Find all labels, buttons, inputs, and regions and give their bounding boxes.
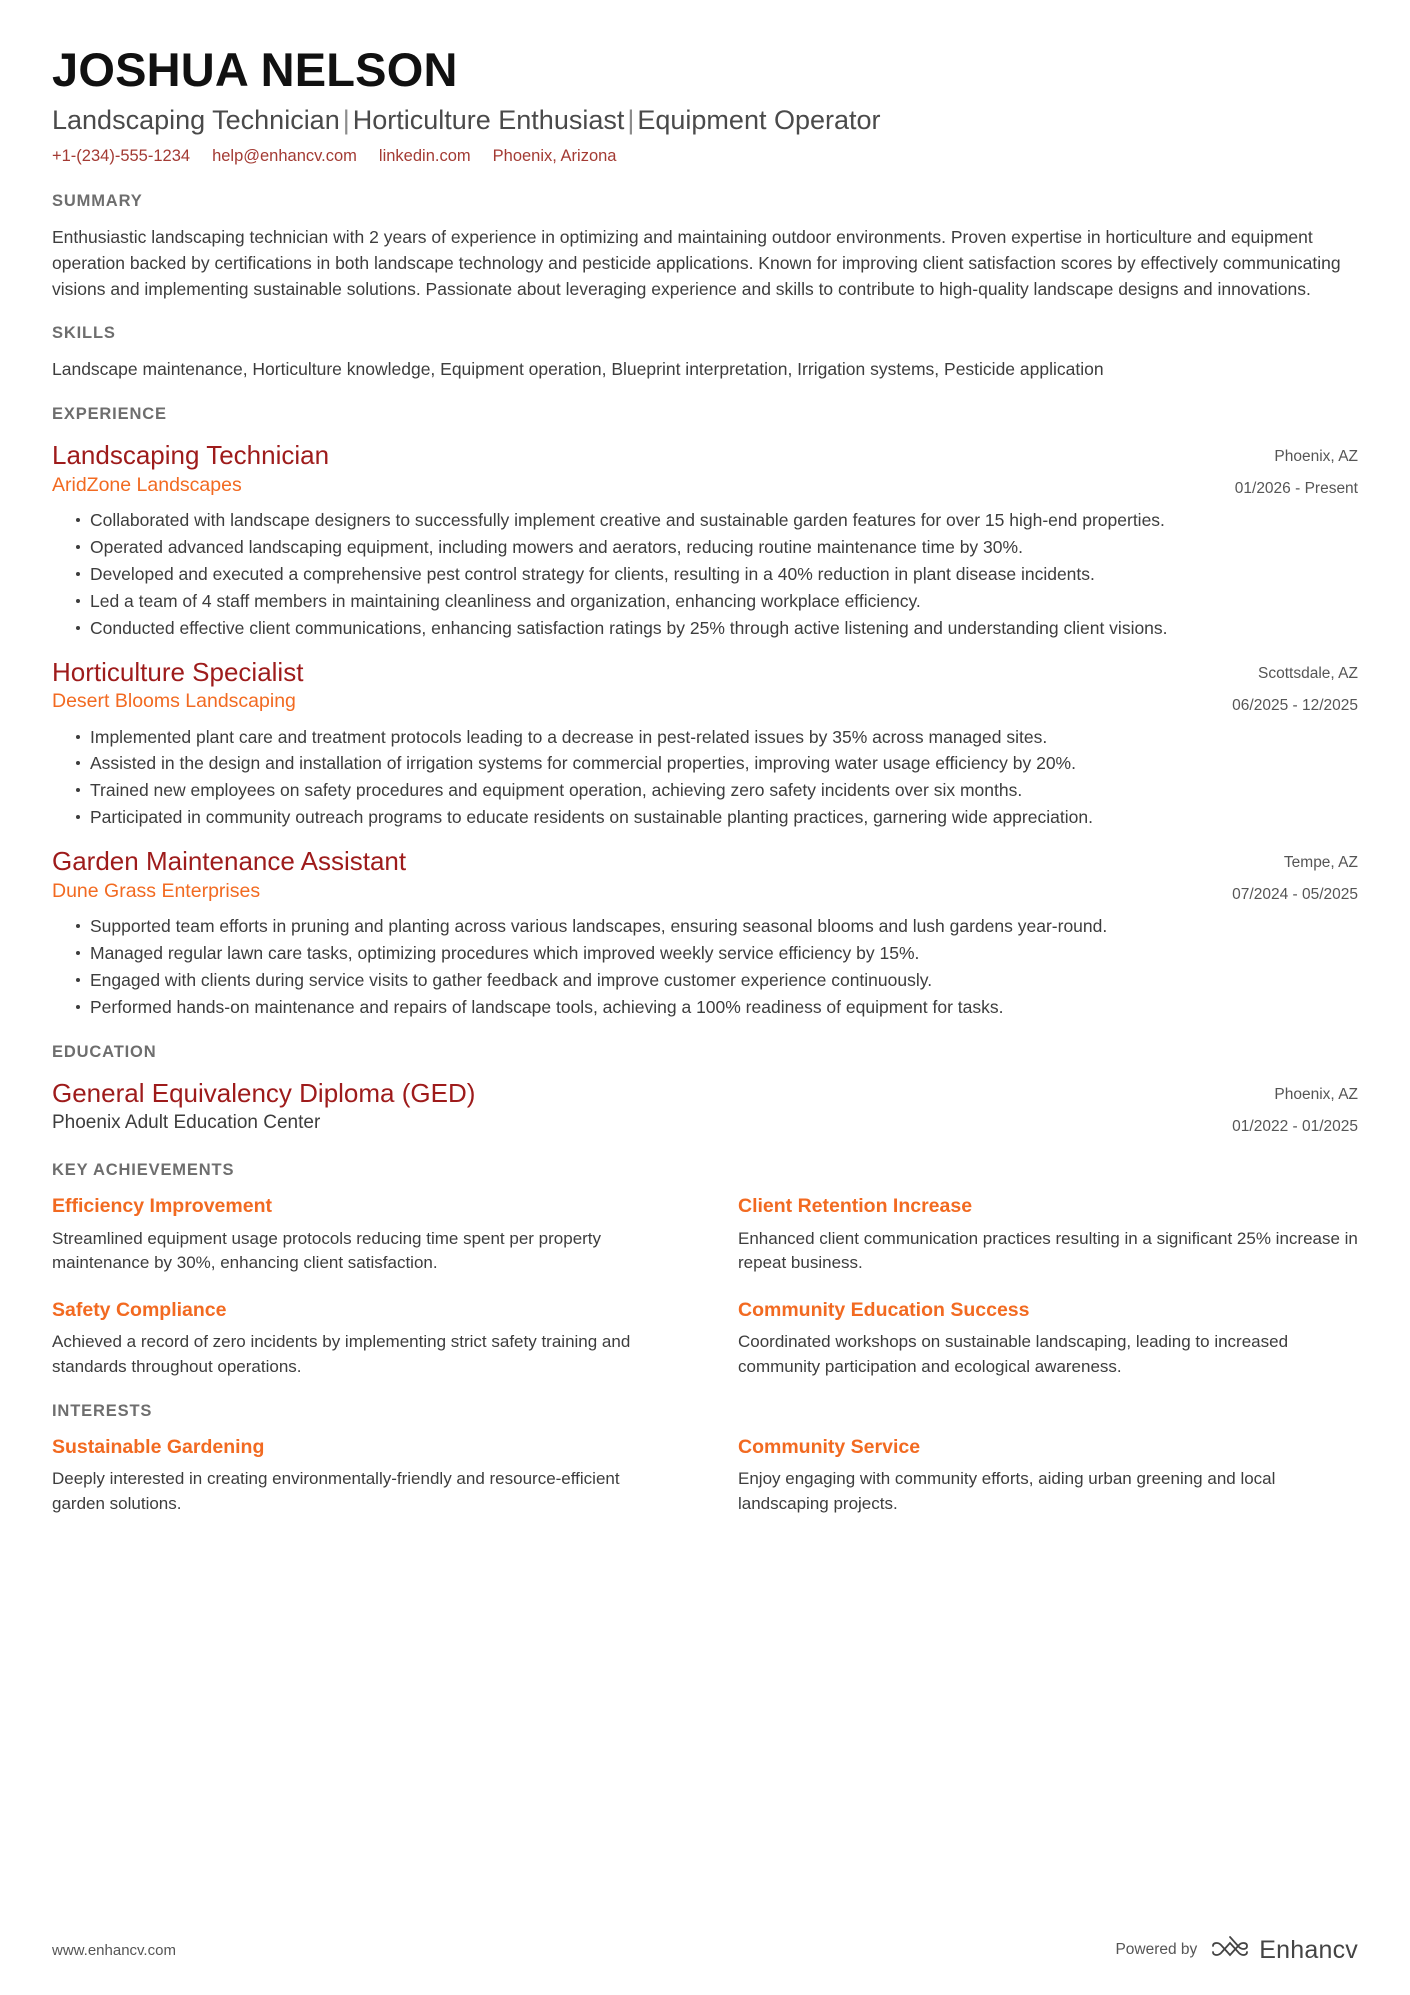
achievement-title: Efficiency Improvement [52, 1195, 272, 1218]
experience-entry-header [52, 846, 1358, 907]
summary-text: Enthusiastic landscaping technician with 2 years of experience in optimizing and maintaining outdoor environments. Proven expertise in horticulture and equipment operation backed by certifications in both landscape technology and pesticide applications. Known for improving client satisfaction scores by effectively communicating visions and implementing sustainable solutions. Passionate about leveraging experience and skills to contribute to high-quality landscape designs and innovations. [52, 226, 1341, 299]
job-bullet: Assisted in the design and installation of irrigation systems for commercial properties, improving water usage efficiency by 20%. [76, 751, 1358, 776]
experience-entry-main [52, 440, 1211, 498]
education-entry-main [52, 1078, 1208, 1135]
interest-card [738, 1435, 1358, 1517]
section-summary [52, 192, 1358, 303]
job-bullet: Managed regular lawn care tasks, optimizing procedures which improved weekly service efficiency by 15%. [76, 941, 1358, 966]
contact-row [52, 147, 1358, 166]
section-title-education: EDUCATION [52, 1043, 157, 1062]
achievement-text: Achieved a record of zero incidents by implementing strict safety training and standards throughout operations. [52, 1332, 631, 1376]
school-dates: 01/2022 - 01/2025 [1232, 1118, 1358, 1136]
achievement-card [52, 1298, 672, 1380]
enhancv-wordmark: Enhancv [1259, 1935, 1358, 1964]
education-entry-header [52, 1078, 1358, 1139]
interest-card [52, 1435, 672, 1517]
achievement-text: Coordinated workshops on sustainable landscaping, leading to increased community participation and ecological awareness. [738, 1332, 1289, 1376]
candidate-name: JOSHUA NELSON [52, 43, 458, 96]
headline-part-2: Horticulture Enthusiast [352, 104, 625, 135]
headline-separator: | [627, 104, 635, 135]
job-bullet: Developed and executed a comprehensive pest control strategy for clients, resulting in a 40% reduction in plant disease incidents. [76, 562, 1358, 587]
job-dates: 01/2026 - Present [1234, 480, 1358, 498]
experience-entry [52, 440, 1358, 640]
job-bullet: Implemented plant care and treatment protocols leading to a decrease in pest-related issues by 35% across managed sites. [76, 725, 1358, 750]
experience-entry-main [52, 846, 1208, 904]
powered-by-label: Powered by [1115, 1941, 1198, 1958]
headline-part-3: Equipment Operator [637, 104, 881, 135]
job-bullet: Collaborated with landscape designers to successfully implement creative and sustainable garden features for over 15 high-end properties. [76, 508, 1358, 533]
school-name: Phoenix Adult Education Center [52, 1112, 321, 1134]
job-bullets [52, 914, 1358, 1019]
job-bullet: Operated advanced landscaping equipment, including mowers and aerators, reducing routine maintenance time by 30%. [76, 535, 1358, 560]
job-title: Horticulture Specialist [52, 656, 304, 687]
job-bullets [52, 725, 1358, 830]
experience-entry-header [52, 657, 1358, 718]
experience-entry-main [52, 657, 1208, 715]
school-location: Phoenix, AZ [1274, 1086, 1358, 1104]
job-dates: 06/2025 - 12/2025 [1232, 696, 1358, 714]
experience-entry-meta [1235, 440, 1358, 501]
job-bullet: Led a team of 4 staff members in maintaining cleanliness and organization, enhancing workplace efficiency. [76, 589, 1358, 614]
company-name: Dune Grass Enterprises [52, 879, 261, 902]
achievement-card [52, 1194, 672, 1276]
job-dates: 07/2024 - 05/2025 [1232, 885, 1358, 903]
resume-footer [52, 1901, 1358, 1995]
job-title: Landscaping Technician [52, 440, 330, 471]
job-location: Tempe, AZ [1283, 853, 1358, 871]
enhancv-logo [1210, 1935, 1358, 1965]
job-bullet: Engaged with clients during service visits to gather feedback and improve customer experience continuously. [76, 968, 1358, 993]
job-bullet: Trained new employees on safety procedures and equipment operation, achieving zero safety incidents over six months. [76, 778, 1358, 803]
section-title-experience: EXPERIENCE [52, 405, 167, 424]
footer-branding [1115, 1935, 1358, 1965]
achievement-title: Safety Compliance [52, 1299, 227, 1321]
headline-separator: | [342, 104, 350, 135]
job-location: Phoenix, AZ [1274, 448, 1358, 466]
job-bullet: Supported team efforts in pruning and planting across various landscapes, ensuring seasonal blooms and lush gardens year-round. [76, 914, 1358, 939]
achievement-title: Client Retention Increase [738, 1195, 973, 1218]
experience-entry [52, 657, 1358, 830]
job-bullet: Conducted effective client communications, enhancing satisfaction ratings by 25% through active listening and understanding client visions. [76, 616, 1358, 641]
candidate-headline [52, 103, 1358, 138]
education-entry [52, 1078, 1358, 1139]
achievement-title: Community Education Success [738, 1299, 1030, 1321]
footer-site-url[interactable]: www.enhancv.com [52, 1941, 176, 1959]
enhancv-mark-icon [1210, 1935, 1250, 1965]
achievement-text: Enhanced client communication practices resulting in a significant 25% increase in repeat business. [738, 1228, 1358, 1273]
interest-title: Community Service [738, 1435, 921, 1458]
contact-phone[interactable]: +1-(234)-555-1234 [52, 146, 191, 165]
job-title: Garden Maintenance Assistant [52, 845, 407, 876]
job-bullets [52, 508, 1358, 640]
interest-title: Sustainable Gardening [52, 1435, 265, 1458]
achievement-card [738, 1194, 1358, 1276]
experience-entry-meta [1232, 846, 1358, 907]
section-interests [52, 1402, 1358, 1517]
resume-header [52, 44, 1358, 170]
section-title-interests: INTERESTS [52, 1401, 153, 1420]
achievement-card [738, 1298, 1358, 1380]
job-location: Scottsdale, AZ [1258, 664, 1358, 682]
job-bullet: Participated in community outreach programs to educate residents on sustainable planting practices, garnering wide appreciation. [76, 805, 1358, 830]
section-title-summary: SUMMARY [52, 191, 143, 210]
section-skills [52, 324, 1358, 383]
degree-title: General Equivalency Diploma (GED) [52, 1078, 476, 1109]
skills-text: Landscape maintenance, Horticulture knowledge, Equipment operation, Blueprint interpretation, Irrigation systems, Pesticide application [52, 359, 1104, 380]
section-title-skills: SKILLS [52, 324, 116, 343]
section-experience [52, 405, 1358, 1021]
job-bullet: Performed hands-on maintenance and repairs of landscape tools, achieving a 100% readiness of equipment for tasks. [76, 995, 1358, 1020]
experience-entry [52, 846, 1358, 1019]
contact-linkedin[interactable]: linkedin.com [378, 146, 471, 165]
section-title-key-achievements: KEY ACHIEVEMENTS [52, 1161, 235, 1180]
contact-email[interactable]: help@enhancv.com [212, 146, 357, 165]
section-key-achievements [52, 1161, 1358, 1379]
interest-text: Deeply interested in creating environmentally-friendly and resource-efficient garden solutions. [52, 1468, 620, 1513]
company-name: Desert Blooms Landscaping [52, 690, 296, 713]
experience-entry-header [52, 440, 1358, 501]
experience-entry-meta [1232, 657, 1358, 718]
headline-part-1: Landscaping Technician [52, 104, 340, 135]
education-entry-meta [1232, 1078, 1358, 1139]
contact-location: Phoenix, Arizona [492, 146, 617, 165]
company-name: AridZone Landscapes [52, 474, 242, 496]
key-achievements-grid [52, 1194, 1358, 1379]
interests-grid [52, 1435, 1358, 1517]
achievement-text: Streamlined equipment usage protocols reducing time spent per property maintenance by 30%, enhancing client satisfaction. [52, 1228, 602, 1273]
interest-text: Enjoy engaging with community efforts, aiding urban greening and local landscaping projects. [738, 1468, 1276, 1513]
section-education [52, 1043, 1358, 1139]
